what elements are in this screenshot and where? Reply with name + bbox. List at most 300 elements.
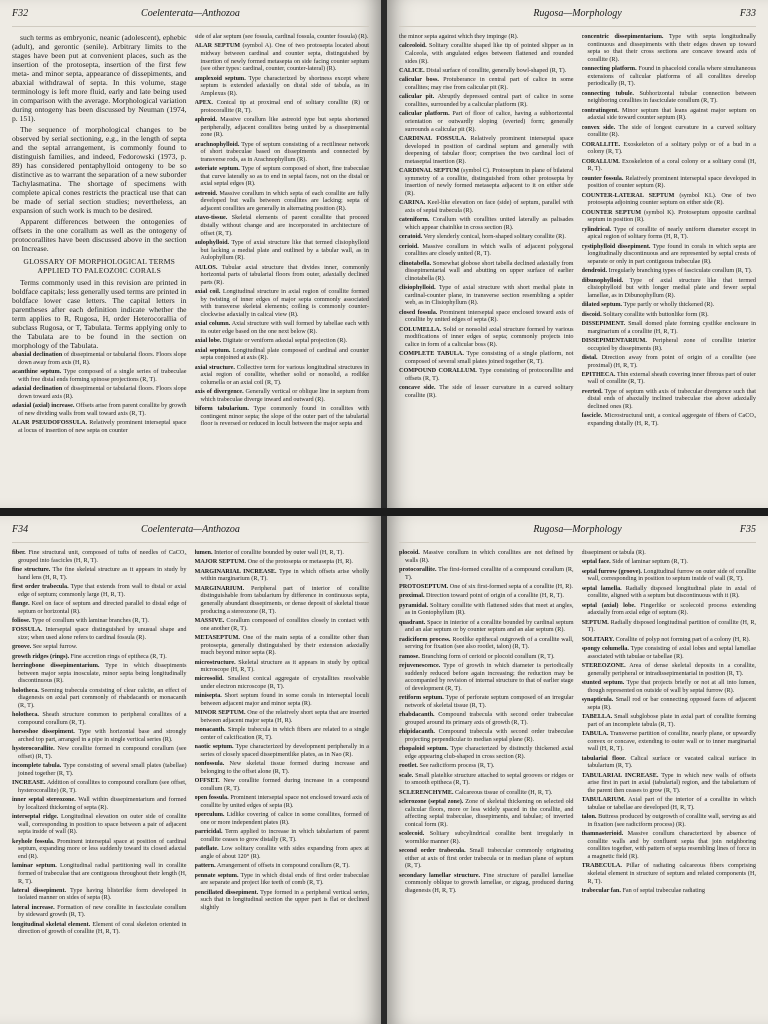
glossary-definition: Type characterized by development peripherally in a series of closely spaced dissepimentlike plates, as in Nao (R). bbox=[200, 743, 369, 759]
glossary-definition: Type characterized by distinctly thickened axial edge appearing club-shaped in cross section (R). bbox=[405, 745, 574, 760]
glossary-entry bbox=[195, 794, 370, 809]
paragraph-text: Terms commonly used in this revision are printed in boldface capitals; less generally used terms are printed in boldface lower case letters. The capital letters in parentheses after each definition indicate whether the term applies to R, Rugosa, H, order Heterocorallia of subclass Rugosa, or T, Tabulata. Terms applying only to the Tabulata are to be found in the section on morphology of the Tabulata. bbox=[12, 277, 187, 350]
glossary-definition: side of alar septum (see fossula, cardinal fossula, counter fossula) (R). bbox=[194, 33, 369, 40]
glossary-definition: Fingerlike or scolecoid process extending adaxially from axial edge of septum (R). bbox=[587, 601, 756, 617]
glossary-term: herringbone dissepimentarium. bbox=[12, 662, 100, 670]
glossary-entry bbox=[399, 711, 574, 726]
glossary-term: axial coil. bbox=[194, 288, 221, 296]
glossary-definition: Fine accretion rings of epitheca (R, T). bbox=[70, 652, 167, 660]
section-heading: GLOSSARY OF MORPHOLOGICAL TERMS APPLIED TO PALEOZOIC CORALS bbox=[23, 256, 176, 275]
glossary-entry bbox=[195, 634, 370, 657]
text-column bbox=[399, 549, 574, 896]
glossary-term: DISSEPIMENTARIUM. bbox=[581, 336, 647, 344]
running-head: Rugosa—Morphology bbox=[533, 8, 622, 19]
glossary-entry bbox=[399, 619, 574, 634]
glossary-definition: The side of lesser curvature in a curved solitary corallite (R). bbox=[405, 384, 574, 399]
glossary-definition: Element of coral skeleton oriented in direction of growth of corallite (H, R, T). bbox=[18, 920, 187, 936]
glossary-term: convex side. bbox=[581, 123, 616, 131]
glossary-entry bbox=[399, 233, 574, 241]
glossary-definition: Keel-like elevation on face (side) of septum, parallel with axis of septal trabecula (R). bbox=[405, 199, 574, 214]
glossary-entry bbox=[582, 267, 757, 275]
glossary-entry bbox=[195, 239, 370, 262]
glossary-definition: Longitudinal elevation on outer side of corallite wall, corresponding in position to space between a pair of adjacent septa inside of wall (R). bbox=[18, 813, 187, 836]
glossary-term: retiform septum. bbox=[399, 694, 444, 702]
glossary-entry bbox=[12, 351, 187, 366]
glossary-definition: Corallum with corallites united laterally as palisades which appear chainlike in cross section (R). bbox=[405, 216, 574, 231]
glossary-entry bbox=[399, 662, 574, 692]
glossary-definition: Type consisting of protocorallite and offsets (R, T). bbox=[405, 367, 574, 382]
glossary-definition: Radially disposed longitudinal plate in axial of corallite, aligned with a septum but discontinuous with it (R). bbox=[587, 584, 756, 600]
glossary-term: COMPLETE TABULA. bbox=[399, 350, 464, 358]
glossary-term: concave side. bbox=[399, 384, 436, 392]
glossary-entry bbox=[399, 199, 574, 214]
page-f34 bbox=[0, 516, 381, 1024]
glossary-term: spongy columella. bbox=[581, 645, 629, 653]
glossary-definition: Interseptal space distinguished by unusual shape and size; when used alone refers to cardinal fossula (R). bbox=[18, 626, 187, 641]
glossary-entry bbox=[195, 388, 370, 403]
body-paragraph bbox=[12, 33, 187, 123]
glossary-definition: Solitary corallite with flattened sides that meet at angles, as in Goniophyllum (R). bbox=[405, 601, 574, 617]
page-header bbox=[12, 8, 369, 27]
glossary-term: stunted septum. bbox=[581, 679, 625, 687]
upper-spread bbox=[0, 0, 768, 508]
glossary-term: hysterocorallite. bbox=[12, 745, 55, 753]
glossary-term: ALAR SEPTUM bbox=[194, 42, 241, 50]
glossary-term: CALICE. bbox=[399, 66, 425, 74]
page-header bbox=[12, 524, 369, 543]
glossary-entry bbox=[12, 566, 187, 581]
glossary-term: COUNTER SEPTUM bbox=[581, 208, 642, 216]
glossary-definition: Distal surface of corallite, generally bowl-shaped (R, T). bbox=[426, 66, 567, 74]
glossary-entry bbox=[399, 284, 574, 307]
glossary-definition: Lidlike covering of calice in some corallites, formed of one or more independent plates (R). bbox=[200, 811, 369, 826]
glossary-entry bbox=[12, 779, 187, 794]
glossary-entry bbox=[582, 679, 757, 694]
glossary-entry bbox=[12, 385, 187, 400]
glossary-term: rhipidacanth. bbox=[399, 728, 435, 736]
glossary-definition: Type characterized by shortness except where septum is extended adaxially on distal side of tabula, as in Amplexus (R). bbox=[200, 74, 369, 97]
page-number: F33 bbox=[739, 8, 756, 19]
glossary-entry bbox=[399, 798, 574, 828]
glossary-entry bbox=[195, 760, 370, 775]
glossary-definition: The side of longest curvature in a curved solitary corallite (R). bbox=[587, 123, 756, 139]
glossary-term: plocoid. bbox=[399, 549, 420, 556]
glossary-entry bbox=[582, 243, 757, 266]
glossary-definition: Found in phaceloid coralla where simultaneous extensions of calicular platforms of all corallites develop periodically (R, T). bbox=[587, 65, 756, 88]
glossary-entry bbox=[399, 350, 574, 365]
glossary-entry bbox=[12, 745, 187, 760]
paragraph-text: Apparent differences between the ontogenies of offsets in the one corallum as well as the ontogeny of protocorallites have been discussed above in the section on Increase. bbox=[12, 216, 187, 253]
glossary-term: STEREOZONE. bbox=[581, 662, 626, 670]
glossary-entry bbox=[399, 653, 574, 661]
paragraph-text: such terms as embryonic, neanic (adolescent), ephebic (adult), and gerontic (senile). Arbitrary limits to the stages have been put at convenient places, such as the insertion of the protosepta, insertion of the first few meta- and minor septa, appearance of dissepiments, and abaxial withdrawal of septa. In this volume, stage terminology is left more fluid, early and late being used in comparison with the average. Morphological variation during ontogeny has been discussed by Neuman (1974, p. 151). bbox=[12, 33, 187, 123]
glossary-term: naotic septum. bbox=[194, 743, 234, 751]
glossary-entry bbox=[399, 243, 574, 258]
glossary-term: counter fossula. bbox=[581, 174, 624, 182]
glossary-definition: Solitary corallite shaped like tip of pointed slipper as in Calceola, with angulated edges between flattened and rounded sides (R). bbox=[405, 42, 574, 65]
glossary-entry bbox=[582, 354, 757, 369]
glossary-definition: Type of corallum with laminar branches (R, T). bbox=[31, 616, 149, 624]
glossary-term: scolecoid. bbox=[399, 830, 425, 838]
glossary-term: axial structure. bbox=[194, 363, 235, 371]
glossary-definition: Fan of septal trabeculae radiating bbox=[622, 886, 705, 894]
glossary-definition: Type found in corals in which septa are longitudinally discontinuous and are represented by septal crests of separate or only in part contiguous trabeculae (R). bbox=[587, 242, 756, 265]
glossary-term: fascicle. bbox=[581, 412, 603, 420]
glossary-entry bbox=[582, 755, 757, 770]
glossary-term: APEX. bbox=[194, 99, 213, 107]
glossary-definition: Type that extends from wall to distal or axial edge of septum; commonly large (H, R, T). bbox=[18, 582, 187, 598]
glossary-term: ceratoid. bbox=[399, 233, 423, 241]
glossary-definition: One of the relatively short septa that are inserted between adjacent major septa (H, R). bbox=[200, 709, 369, 725]
glossary-entry bbox=[195, 141, 370, 164]
glossary-definition: Compound trabecula with second order trabeculae grouped around its primary axis of growth (R, T). bbox=[405, 711, 574, 726]
glossary-entry bbox=[582, 90, 757, 105]
glossary-entry bbox=[582, 412, 757, 427]
glossary-definition: Type composed of a single series of trabeculae with free distal ends forming spinose projections (R, T). bbox=[18, 368, 187, 383]
glossary-term: CARINA. bbox=[399, 199, 426, 207]
glossary-definition: Relatively prominent interseptal space at locus of insertion of new septa on counter bbox=[18, 419, 187, 434]
glossary-entry bbox=[195, 549, 370, 557]
glossary-definition: Massive corallum characterized by absence of corallite walls and by confluent septa that join neighboring corallites together, with pattern of septa resembling lines of force in a magnetic field (R). bbox=[587, 830, 756, 860]
glossary-entry bbox=[12, 368, 187, 383]
glossary-definition: Area of dense skeletal deposits in a corallite, generally peripheral or intradissepimentarial in position (R, T). bbox=[587, 662, 756, 677]
glossary-definition: Type of axial structure like that termed clisiophylloid but lacking a medial plate and outlined by a tabular wall, as in Aulophyllum (R). bbox=[200, 239, 369, 262]
glossary-definition: Relatively prominent interseptal space developed in position of cardinal septum and generally with deepening of tabular floor; comprises the two cardinal loci of metaseptal insertion (R). bbox=[405, 134, 574, 165]
glossary-definition: Corallum composed of corallites closely in contact with one another (R, T). bbox=[200, 616, 369, 632]
glossary-definition: Type partly or wholly thickened (R). bbox=[623, 301, 715, 309]
glossary-entry bbox=[582, 772, 757, 795]
glossary-definition: Axial part of the interior of a corallite in which tabulae or tabellae are developed (H, R, T). bbox=[587, 796, 756, 811]
glossary-definition: Longitudinal plate composed of cardinal and counter septa conjoined at axis (R). bbox=[200, 346, 369, 362]
glossary-entry bbox=[195, 288, 370, 318]
glossary-term: rhabdacanth. bbox=[399, 711, 435, 719]
glossary-term: calicular platform. bbox=[399, 110, 450, 118]
glossary-term: EPITHECA. bbox=[581, 370, 616, 378]
glossary-entry bbox=[582, 862, 757, 885]
glossary-definition: of dissepimental or tabularial floors. Floors slope down toward axis (R). bbox=[18, 385, 187, 400]
glossary-entry bbox=[399, 592, 574, 600]
glossary-term: contratingent. bbox=[581, 106, 619, 114]
glossary-definition: One of six first-formed septa of a corallite (H, R). bbox=[449, 582, 573, 590]
glossary-term: biform tabularium. bbox=[194, 405, 249, 413]
glossary-term: INCREASE. bbox=[12, 779, 46, 787]
glossary-term: astreoid. bbox=[194, 189, 218, 197]
glossary-definition: Type of septum consisting of a rectilinear network of short trabeculae based on dissepiments and connected by transverse rods, as in Arachnophyllum (R). bbox=[200, 140, 369, 163]
glossary-entry bbox=[399, 42, 574, 65]
glossary-term: monacanth. bbox=[194, 726, 226, 734]
glossary-entry bbox=[195, 405, 370, 428]
glossary-entry bbox=[582, 301, 757, 309]
glossary-term: dibunophylloid. bbox=[581, 276, 624, 284]
glossary-entry bbox=[195, 558, 370, 566]
glossary-definition: Massive corallum in which corallites are not defined by walls (R). bbox=[405, 549, 574, 564]
glossary-term: TABELLA. bbox=[581, 713, 613, 721]
page-f32 bbox=[0, 0, 381, 508]
glossary-term: COUNTER-LATERAL SEPTUM bbox=[581, 191, 675, 199]
glossary-term: ALAR PSEUDOFOSSULA. bbox=[12, 419, 87, 427]
glossary-term: MASSIVE. bbox=[194, 616, 225, 624]
glossary-entry bbox=[12, 862, 187, 885]
glossary-term: TABULARIUM. bbox=[581, 796, 626, 804]
glossary-entry bbox=[195, 659, 370, 674]
glossary-entry bbox=[399, 566, 574, 581]
glossary-term: microsolid. bbox=[194, 675, 224, 683]
glossary-entry bbox=[399, 636, 574, 651]
glossary-entry bbox=[195, 165, 370, 188]
glossary-entry bbox=[399, 326, 574, 349]
glossary-term: pennate septum. bbox=[194, 871, 239, 879]
glossary-term: thamnasterioid. bbox=[581, 830, 624, 838]
glossary-definition: Microstructural unit, a conical aggregate of fibers of CaCO₃ expanding distally (H, R, T). bbox=[587, 412, 756, 428]
glossary-definition: The fine skeletal structure as it appears in study by hand lens (H, R, T). bbox=[18, 565, 187, 581]
glossary-term: calceoloid. bbox=[399, 42, 427, 50]
glossary-definition: Skeletal elements of parent corallite that proceed distally without change and are incorporated in architecture of offset (R, T). bbox=[200, 214, 369, 237]
glossary-entry bbox=[582, 645, 757, 660]
glossary-definition: Type that projects briefly or not at all into lumen, though represented on outside of wall by septal furrow (R). bbox=[587, 679, 756, 694]
glossary-entry bbox=[195, 777, 370, 792]
glossary-entry bbox=[582, 209, 757, 224]
glossary-term: operculum. bbox=[194, 811, 225, 819]
glossary-definition: Abruptly depressed central part of calice in some corallites, surrounded by a calicular platform (R). bbox=[405, 93, 574, 108]
glossary-definition: Subhorizontal tubular connection between neighboring corallites in fasciculate corallum (R, T). bbox=[587, 89, 756, 105]
glossary-term: cylindrical. bbox=[581, 225, 612, 233]
glossary-entry bbox=[582, 175, 757, 190]
glossary-definition: the minor septa against which they impinge (R). bbox=[399, 33, 519, 40]
glossary-definition: Longitudinal structure in axial region of corallite formed by twisting of inner edges of major septa commonly associated with transverse skeletal elements; coiling is commonly counter-clockwise adaxially in calical view (R). bbox=[200, 288, 369, 318]
glossary-definition: Small platelike structure attached to septal grooves or ridges or to smooth epitheca (R, T). bbox=[405, 771, 574, 787]
glossary-term: foliose. bbox=[12, 616, 31, 624]
glossary-entry bbox=[399, 847, 574, 870]
glossary-definition: Type with horizontal base and strongly arched top part, arranged in a pipe in single vertical series (R). bbox=[18, 728, 187, 743]
glossary-definition: Tubular axial structure that divides inner, commonly horizontal parts of tabularial floors from outer, adaxially declined parts (R). bbox=[200, 263, 369, 286]
running-head: Rugosa—Morphology bbox=[533, 524, 622, 535]
glossary-term: flange. bbox=[12, 599, 30, 607]
glossary-definition: Side of laminar septum (R, T). bbox=[612, 558, 688, 566]
running-head: Coelenterata—Anthozoa bbox=[141, 524, 240, 535]
glossary-term: minisepta. bbox=[194, 692, 222, 700]
glossary-entry bbox=[12, 813, 187, 836]
glossary-term: horseshoe dissepiment. bbox=[12, 728, 75, 736]
glossary-entry bbox=[582, 558, 757, 566]
glossary-entry bbox=[399, 167, 574, 197]
glossary-term: axial column. bbox=[194, 320, 231, 328]
glossary-definition: Calcareous tissue of corallite (H, R, T). bbox=[455, 788, 553, 796]
glossary-term: groove. bbox=[12, 643, 32, 651]
glossary-definition: Type of growth in which diameter is periodically suddenly reduced before again increasing; the reduction may be accompanied by revision of internal structure to that of earlier stage of development (R, T). bbox=[405, 662, 574, 692]
glossary-entry bbox=[195, 617, 370, 632]
glossary-term: abaxial declination bbox=[12, 351, 63, 359]
glossary-term: open fossula. bbox=[194, 794, 229, 802]
glossary-term: septal lamella. bbox=[581, 584, 622, 592]
glossary-definition: Longitudinal furrow on outer side of corallite wall, corresponding in position to septum inside of wall (R, T). bbox=[587, 567, 756, 583]
glossary-entry bbox=[582, 124, 757, 139]
glossary-entry bbox=[195, 828, 370, 843]
glossary-term: distal. bbox=[581, 353, 598, 361]
body-paragraph bbox=[12, 217, 187, 253]
glossary-definition: Pillar of radiating calcareous fibers comprising skeletal element in structure of septum and related components (H, R, T). bbox=[587, 862, 756, 885]
glossary-entry bbox=[582, 696, 757, 711]
glossary-term: quadrant. bbox=[399, 618, 426, 626]
glossary-term: secondary lamellar structure. bbox=[399, 871, 480, 879]
glossary-definition: Calical surface or vacated calical surface in tabularium (R, T). bbox=[587, 754, 756, 770]
glossary-entry bbox=[582, 277, 757, 300]
glossary-definition: Exoskeleton of a coral colony or a solitary coral (H, R, T). bbox=[587, 157, 756, 173]
glossary-entry bbox=[399, 135, 574, 165]
glossary-term: axis of divergence. bbox=[194, 388, 244, 396]
glossary-definition: Space in interior of a corallite bounded by cardinal septum and an alar septum or by counter septum and an alar septum (R). bbox=[405, 618, 574, 634]
glossary-definition: See septal furrow. bbox=[32, 643, 78, 651]
page-number: F32 bbox=[12, 8, 29, 19]
glossary-definition: Arrangement of offsets in compound corallum (R, T). bbox=[216, 862, 350, 870]
glossary-definition: Corallite of polyp not forming part of a colony (H, R). bbox=[615, 635, 751, 643]
glossary-definition: dissepiment or tabula (R). bbox=[581, 549, 646, 556]
glossary-definition: Solid or nonsolid axial structure formed by various modifications of inner edges of septa; commonly projects into calice in form of a calicular boss (R). bbox=[405, 325, 574, 348]
glossary-definition: One of the protosepta or metasepta (H, R). bbox=[247, 558, 353, 566]
glossary-definition: Relatively prominent interseptal space developed in position of counter septum (R). bbox=[587, 174, 756, 190]
glossary-entry bbox=[12, 617, 187, 625]
glossary-term: CORALLITE. bbox=[581, 140, 621, 148]
glossary-term: interseptal ridge. bbox=[12, 813, 59, 821]
glossary-definition: (symbol C). Protoseptum in plane of bilateral symmetry of a corallite, distinguished from other protosepta by insertion of newly formed metasepta adjacent to it on either side (R). bbox=[405, 167, 574, 197]
glossary-entry bbox=[12, 728, 187, 743]
glossary-entry bbox=[12, 838, 187, 861]
glossary-definition: Type formed in a peripheral vertical series, such that in longitudinal section the upper part is flat or declined slightly bbox=[200, 888, 369, 911]
glossary-definition: Thin external sheath covering inner fibrous part of outer wall of corallite (R, T). bbox=[587, 370, 756, 386]
glossary-definition: Type with septa longitudinally continuous and dissepiments with their edges drawn up toward septa so that their cross sections are concave toward axis of corallite (R). bbox=[587, 33, 756, 63]
glossary-term: everted. bbox=[581, 387, 603, 395]
glossary-term: inner septal stereozone. bbox=[12, 796, 76, 804]
glossary-term: longitudinal skeletal element. bbox=[12, 920, 91, 928]
glossary-term: talon. bbox=[581, 813, 597, 821]
glossary-term: dilated septum. bbox=[581, 301, 623, 309]
glossary-entry bbox=[12, 762, 187, 777]
glossary-definition: Small rod or bar connecting opposed faces of adjacent septa (R). bbox=[587, 696, 756, 711]
glossary-definition: Small domed plate forming cystlike enclosure in marginarium of a corallite (H, R, T). bbox=[587, 319, 756, 335]
glossary-entry bbox=[399, 728, 574, 743]
glossary-term: calicular boss. bbox=[399, 76, 439, 84]
glossary-entry bbox=[582, 549, 757, 557]
glossary-definition: Solitary corallite with buttonlike form (R). bbox=[603, 310, 709, 318]
glossary-term: septal face. bbox=[581, 558, 611, 566]
glossary-entry bbox=[399, 384, 574, 399]
glossary-entry bbox=[399, 694, 574, 709]
glossary-term: incomplete tabula. bbox=[12, 762, 62, 770]
glossary-definition: Type commonly found in corallites with contingent minor septa; the slope of the outer part of the tabularial floor is reversed or reduced in loculi between the major septa and bbox=[200, 405, 369, 428]
glossary-definition: One of the main septa of a corallite other than protosepta, generally distinguished by their extension adaxially much beyond minor septa (R). bbox=[200, 633, 369, 657]
glossary-definition: Axial structure with wall formed by tabellae each with its outer edge based on the one next below (R). bbox=[200, 320, 369, 335]
glossary-entry bbox=[582, 107, 757, 122]
glossary-term: cateniform. bbox=[399, 216, 430, 224]
glossary-term: pencillated dissepiment. bbox=[194, 888, 259, 896]
glossary-term: METASEPTUM. bbox=[194, 633, 240, 641]
glossary-definition: Type consisting of a single platform, not composed of several small plates joined together (R, T). bbox=[405, 350, 574, 365]
glossary-definition: Type of septum composed of short, fine trabeculae that curve laterally so as to end in septal faces, not on the distal or axial septal edges (R). bbox=[200, 165, 369, 188]
glossary-entry bbox=[399, 745, 574, 760]
text-column bbox=[195, 33, 370, 436]
glossary-entry bbox=[582, 662, 757, 677]
glossary-term: atavo-tissue. bbox=[194, 214, 228, 222]
glossary-term: AULOS. bbox=[194, 263, 218, 271]
glossary-term: TABULA. bbox=[581, 730, 609, 738]
glossary-term: trabecular fan. bbox=[581, 886, 621, 894]
glossary-definition: Protuberance in central part of calice in some corallites; may rise from calicular pit (R). bbox=[405, 76, 574, 91]
glossary-entry bbox=[12, 626, 187, 641]
glossary-term: connecting tubule. bbox=[581, 89, 634, 97]
glossary-term: rootlet. bbox=[399, 762, 418, 770]
glossary-term: fiber. bbox=[12, 549, 26, 556]
glossary-term: clinotabella. bbox=[399, 259, 432, 267]
glossary-definition: Zone of skeletal thickening on selected old calicular floors, more or less widely spaced in the corallite, and affecting septal trabeculae, dissepiments, and tabulae; of inverted conical form (R). bbox=[405, 797, 574, 828]
glossary-definition: Type consisting of several small plates (tabellae) joined together (R, T). bbox=[18, 762, 187, 777]
glossary-term: protocorallite. bbox=[399, 565, 437, 573]
glossary-term: COLUMELLA. bbox=[399, 325, 442, 333]
glossary-definition: Digitate or veniform adaxial septal projection (R). bbox=[222, 337, 348, 345]
glossary-term: holotheca. bbox=[12, 686, 39, 694]
glossary-definition: Radially disposed longitudinal partition of corallite (H, R, T). bbox=[587, 618, 756, 634]
glossary-definition: (symbol K). Protoseptum opposite cardinal septum in position (R). bbox=[587, 208, 756, 224]
glossary-term: septal (axial) lobe. bbox=[581, 601, 636, 609]
glossary-entry bbox=[195, 42, 370, 72]
glossary-entry bbox=[582, 602, 757, 617]
glossary-definition: Type of axial structure like that termed clisiophylloid but with longer medial plate and fewer septal lamellae, as in Dibunophyllum (R). bbox=[587, 276, 756, 299]
glossary-entry bbox=[399, 309, 574, 324]
glossary-term: sclerozone (septal zone). bbox=[399, 797, 464, 805]
glossary-definition: Type of axial structure with short medial plate in cardinal-counter plane, in transverse section resembling a spider web, as in Clisiophyllum (R). bbox=[405, 284, 574, 307]
glossary-term: OFFSET. bbox=[194, 777, 220, 785]
glossary-term: MAJOR SEPTUM. bbox=[194, 558, 247, 566]
glossary-term: fine structure. bbox=[12, 565, 51, 573]
glossary-entry bbox=[195, 585, 370, 615]
glossary-term: discoid. bbox=[581, 310, 602, 318]
glossary-entry bbox=[582, 388, 757, 411]
glossary-entry bbox=[195, 889, 370, 912]
glossary-definition: Prominent interseptal space at position of cardinal septum, expanding more or less suddenly toward its closed adaxial end (R). bbox=[18, 837, 187, 860]
glossary-entry bbox=[195, 862, 370, 870]
glossary-term: adaxial declination bbox=[12, 385, 63, 393]
glossary-term: TRABECULA. bbox=[581, 862, 622, 870]
glossary-term: dendroid. bbox=[581, 267, 608, 275]
glossary-definition: New corallite formed in compound corallum (see offset) (R, T). bbox=[18, 745, 187, 760]
glossary-entry bbox=[12, 904, 187, 919]
glossary-entry bbox=[12, 687, 187, 710]
glossary-definition: Conical tip at proximal end of solitary corallite (R) or protocorallite (R, T). bbox=[200, 99, 369, 114]
glossary-entry bbox=[12, 419, 187, 434]
glossary-entry bbox=[582, 713, 757, 728]
page-header bbox=[399, 8, 756, 27]
page-f35 bbox=[387, 516, 768, 1024]
glossary-term: adaxial (axial) increase. bbox=[12, 402, 75, 410]
glossary-definition: Simple trabecula in which fibers are related to a single center of calcification (R, T). bbox=[200, 726, 369, 742]
glossary-definition: Massive corallum in which septa of each corallite are fully developed but walls between corallites are lacking; septa of adjacent corallites are generally in alternating position (R). bbox=[200, 189, 369, 213]
glossary-term: parricidal. bbox=[194, 828, 223, 836]
glossary-entry bbox=[195, 845, 370, 860]
glossary-entry bbox=[195, 337, 370, 345]
glossary-definition: (symbol KL). One of two protosepta adjoining counter septum on either side (R). bbox=[587, 191, 756, 207]
glossary-term: PROTOSEPTUM. bbox=[399, 582, 449, 590]
glossary-definition: Longitudinal radial partitioning wall in corallite formed of trabeculae that are contiguous throughout their length (H, R, T). bbox=[18, 862, 187, 885]
glossary-entry bbox=[399, 830, 574, 845]
glossary-definition: (symbol A). One of two protosepta located about midway between cardinal and counter septa, distinguished by insertion of newly formed metasepta on side facing counter septum (see other types: cardinal, counter, counter-lateral) (R). bbox=[200, 42, 369, 73]
glossary-term: cerioid. bbox=[399, 242, 419, 250]
glossary-definition: Transverse partition of corallite, nearly plane, or upwardly convex or concave, extending to outer wall or to inner marginarial wall (H, R, T). bbox=[587, 730, 756, 753]
glossary-entry bbox=[12, 402, 187, 417]
glossary-entry bbox=[195, 743, 370, 758]
page-number: F35 bbox=[739, 524, 756, 535]
glossary-definition: The first-formed corallite of a compound corallum (R, T). bbox=[405, 565, 574, 581]
glossary-entry bbox=[582, 730, 757, 753]
glossary-entry bbox=[12, 887, 187, 902]
glossary-definition: Fine structural unit, composed of tufts of needles of CaCO₃ grouped into fascicles (H, R, T). bbox=[18, 549, 187, 564]
